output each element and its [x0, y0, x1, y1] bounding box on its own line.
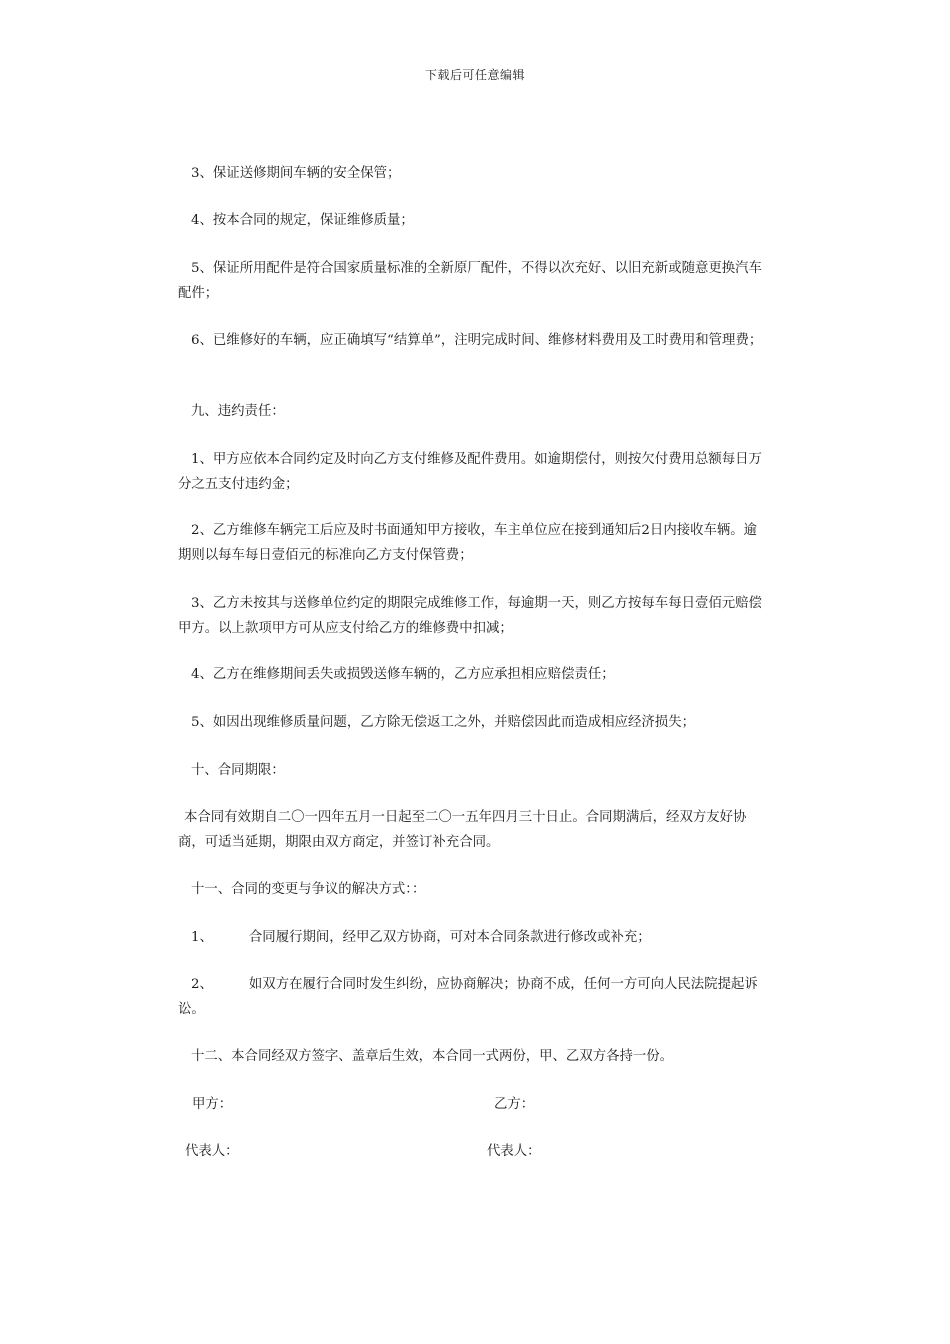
party-b-label: 乙方：	[494, 1097, 535, 1112]
party-b-representative-label: 代表人：	[487, 1144, 541, 1159]
section-9-item-2: 2、乙方维修车辆完工后应及时书面通知甲方接收，车主单位应在接到通知后2日内接收车辆。逾期则以每车每日壹佰元的标准向乙方支付保管费；	[178, 523, 758, 563]
clause-4: 4、按本合同的规定，保证维修质量；	[191, 213, 414, 228]
section-11-item-1	[178, 925, 770, 950]
clause-3: 3、保证送修期间车辆的安全保管；	[191, 166, 401, 181]
section-9-item-4: 4、乙方在维修期间丢失或损毁送修车辆的，乙方应承担相应赔偿责任；	[191, 667, 615, 682]
party-a-label: 甲方：	[192, 1097, 233, 1112]
section-9-item-3: 3、乙方未按其与送修单位约定的期限完成维修工作，每逾期一天，则乙方按每车每日壹佰元赔偿甲方。以上款项甲方可从应支付给乙方的维修费中扣减；	[178, 596, 762, 636]
section-10-body: 本合同有效期自二〇一四年五月一日起至二〇一五年四月三十日止。合同期满后，经双方友好协商，可适当延期，期限由双方商定，并签订补充合同。	[178, 810, 747, 850]
section-9-item-1: 1、甲方应依本合同约定及时向乙方支付维修及配件费用。如逾期偿付，则按欠付费用总额每日万分之五支付违约金；	[178, 452, 762, 492]
section-12: 十二、本合同经双方签字、盖章后生效，本合同一式两份，甲、乙双方各持一份。	[191, 1049, 674, 1064]
section-11-item-1-number: 1、	[191, 930, 213, 945]
section-11-heading: 十一、合同的变更与争议的解决方式：：	[191, 882, 426, 897]
section-11-item-1-text: 合同履行期间，经甲乙双方协商，可对本合同条款进行修改或补充；	[248, 930, 651, 945]
clause-5: 5、保证所用配件是符合国家质量标准的全新原厂配件，不得以次充好、以旧充新或随意更换汽车配件；	[178, 261, 762, 301]
section-11-item-2-number: 2、	[191, 977, 213, 992]
party-a-representative-label: 代表人：	[185, 1144, 239, 1159]
section-9-heading: 九、违约责任：	[191, 404, 285, 419]
clause-6: 6、已维修好的车辆，应正确填写“结算单”，注明完成时间、维修材料费用及工时费用和管理费；	[191, 333, 763, 348]
section-9-item-5: 5、如因出现维修质量问题，乙方除无偿返工之外，并赔偿因此而造成相应经济损失；	[191, 715, 695, 730]
page-header-note: 下载后可任意编辑	[424, 68, 525, 82]
section-11-item-2	[178, 972, 770, 1022]
section-10-heading: 十、合同期限：	[191, 763, 285, 778]
section-11-item-2-text: 如双方在履行合同时发生纠纷，应协商解决；协商不成，任何一方可向人民法院提起诉讼。	[178, 977, 758, 1017]
